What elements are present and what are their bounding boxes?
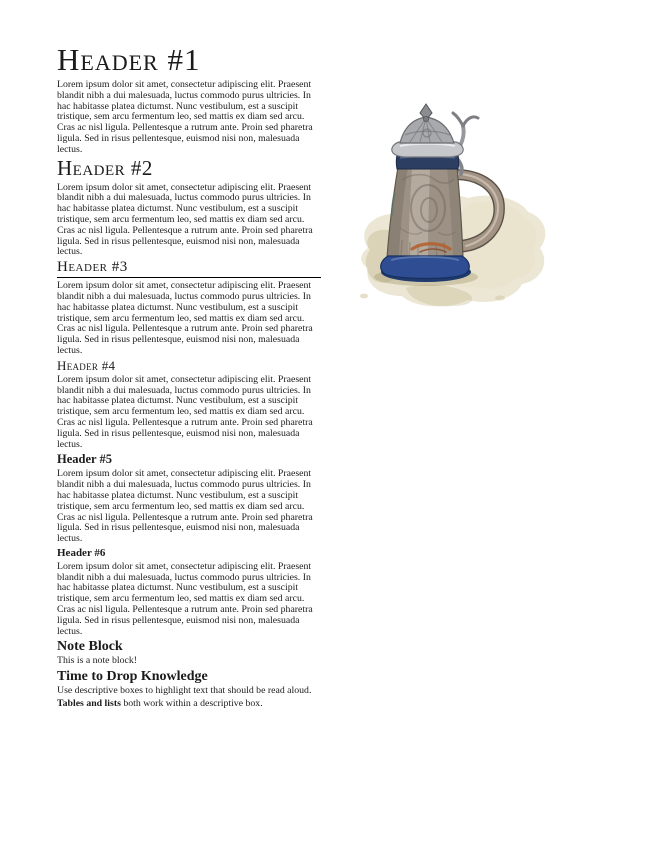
heading-6: Header #6 — [57, 546, 106, 559]
heading-4: Header #4 — [57, 357, 116, 373]
text-column — [57, 44, 321, 710]
paragraph-3: Lorem ipsum dolor sit amet, consectetur adipiscing elit. Praesent blandit nibh a dui malesuada, luctus commodo purus ultricies. In hac habitasse platea dictumst. Nunc vestibulum, est a suscipit tristique, sem arcu fermentum leo, sed mattis ex diam sed arcu. Cras ac nisl ligula. Pellentesque a rutrum ante. Proin sed pharetra ligula. Sed in risus pellentesque, euismod nisi non, malesuada lectus. — [57, 280, 313, 356]
stein-svg — [350, 100, 550, 310]
note-block-heading: Note Block — [57, 639, 123, 655]
paragraph-4: Lorem ipsum dolor sit amet, consectetur adipiscing elit. Praesent blandit nibh a dui malesuada, luctus commodo purus ultricies. In hac habitasse platea dictumst. Nunc vestibulum, est a suscipit tristique, sem arcu fermentum leo, sed mattis ex diam sed arcu. Cras ac nisl ligula. Pellentesque a rutrum ante. Proin sed pharetra ligula. Sed in risus pellentesque, euismod nisi non, malesuada lectus. — [57, 373, 313, 450]
paragraph-2: Lorem ipsum dolor sit amet, consectetur adipiscing elit. Praesent blandit nibh a dui malesuada, luctus commodo purus ultricies. In hac habitasse platea dictumst. Nunc vestibulum, est a suscipit tristique, sem arcu fermentum leo, sed mattis ex diam sed arcu. Cras ac nisl ligula. Pellentesque a rutrum ante. Proin sed pharetra ligula. Sed in risus pellentesque, euismod nisi non, malesuada lectus. — [57, 181, 313, 258]
thumb-lever-fork-left — [453, 113, 463, 126]
knowledge-text-2 — [57, 699, 321, 710]
heading-2: Header #2 — [57, 155, 153, 180]
paragraph-1: Lorem ipsum dolor sit amet, consectetur adipiscing elit. Praesent blandit nibh a dui malesuada, luctus commodo purus ultricies. In hac habitasse platea dictumst. Nunc vestibulum, est a suscipit tristique, sem arcu fermentum leo, sed mattis ex diam sed arcu. Cras ac nisl ligula. Pellentesque a rutrum ante. Proin sed pharetra ligula. Sed in risus pellentesque, euismod nisi non, malesuada lectus. — [57, 79, 313, 155]
heading-5: Header #5 — [57, 452, 112, 467]
knowledge-tail: both work within a descriptive box. — [120, 698, 263, 710]
note-block-text: This is a note block! — [57, 655, 137, 667]
knowledge-text: Use descriptive boxes to highlight text that should be read aloud. — [57, 685, 312, 697]
paragraph-6: Lorem ipsum dolor sit amet, consectetur adipiscing elit. Praesent blandit nibh a dui malesuada, luctus commodo purus ultricies. In hac habitasse platea dictumst. Nunc vestibulum, est a suscipit tristique, sem arcu fermentum leo, sed mattis ex diam sed arcu. Cras ac nisl ligula. Pellentesque a rutrum ante. Proin sed pharetra ligula. Sed in risus pellentesque, euismod nisi non, malesuada lectus. — [57, 560, 313, 637]
paragraph-5: Lorem ipsum dolor sit amet, consectetur adipiscing elit. Praesent blandit nibh a dui malesuada, luctus commodo purus ultricies. In hac habitasse platea dictumst. Nunc vestibulum, est a suscipit tristique, sem arcu fermentum leo, sed mattis ex diam sed arcu. Cras ac nisl ligula. Pellentesque a rutrum ante. Proin sed pharetra ligula. Sed in risus pellentesque, euismod nisi non, malesuada lectus. — [57, 468, 313, 545]
watercolor-speckle-2 — [495, 295, 505, 300]
knowledge-bold-lead: Tables and lists — [57, 698, 121, 710]
knowledge-heading: Time to Drop Knowledge — [57, 669, 208, 685]
lid-finial-base — [423, 116, 428, 121]
heading-1: Header #1 — [57, 42, 201, 77]
thumb-lever-fork-right — [463, 117, 478, 126]
heading-3: Header #3 — [57, 260, 321, 278]
watercolor-speckle-1 — [360, 294, 368, 299]
stein-illustration — [350, 100, 550, 310]
